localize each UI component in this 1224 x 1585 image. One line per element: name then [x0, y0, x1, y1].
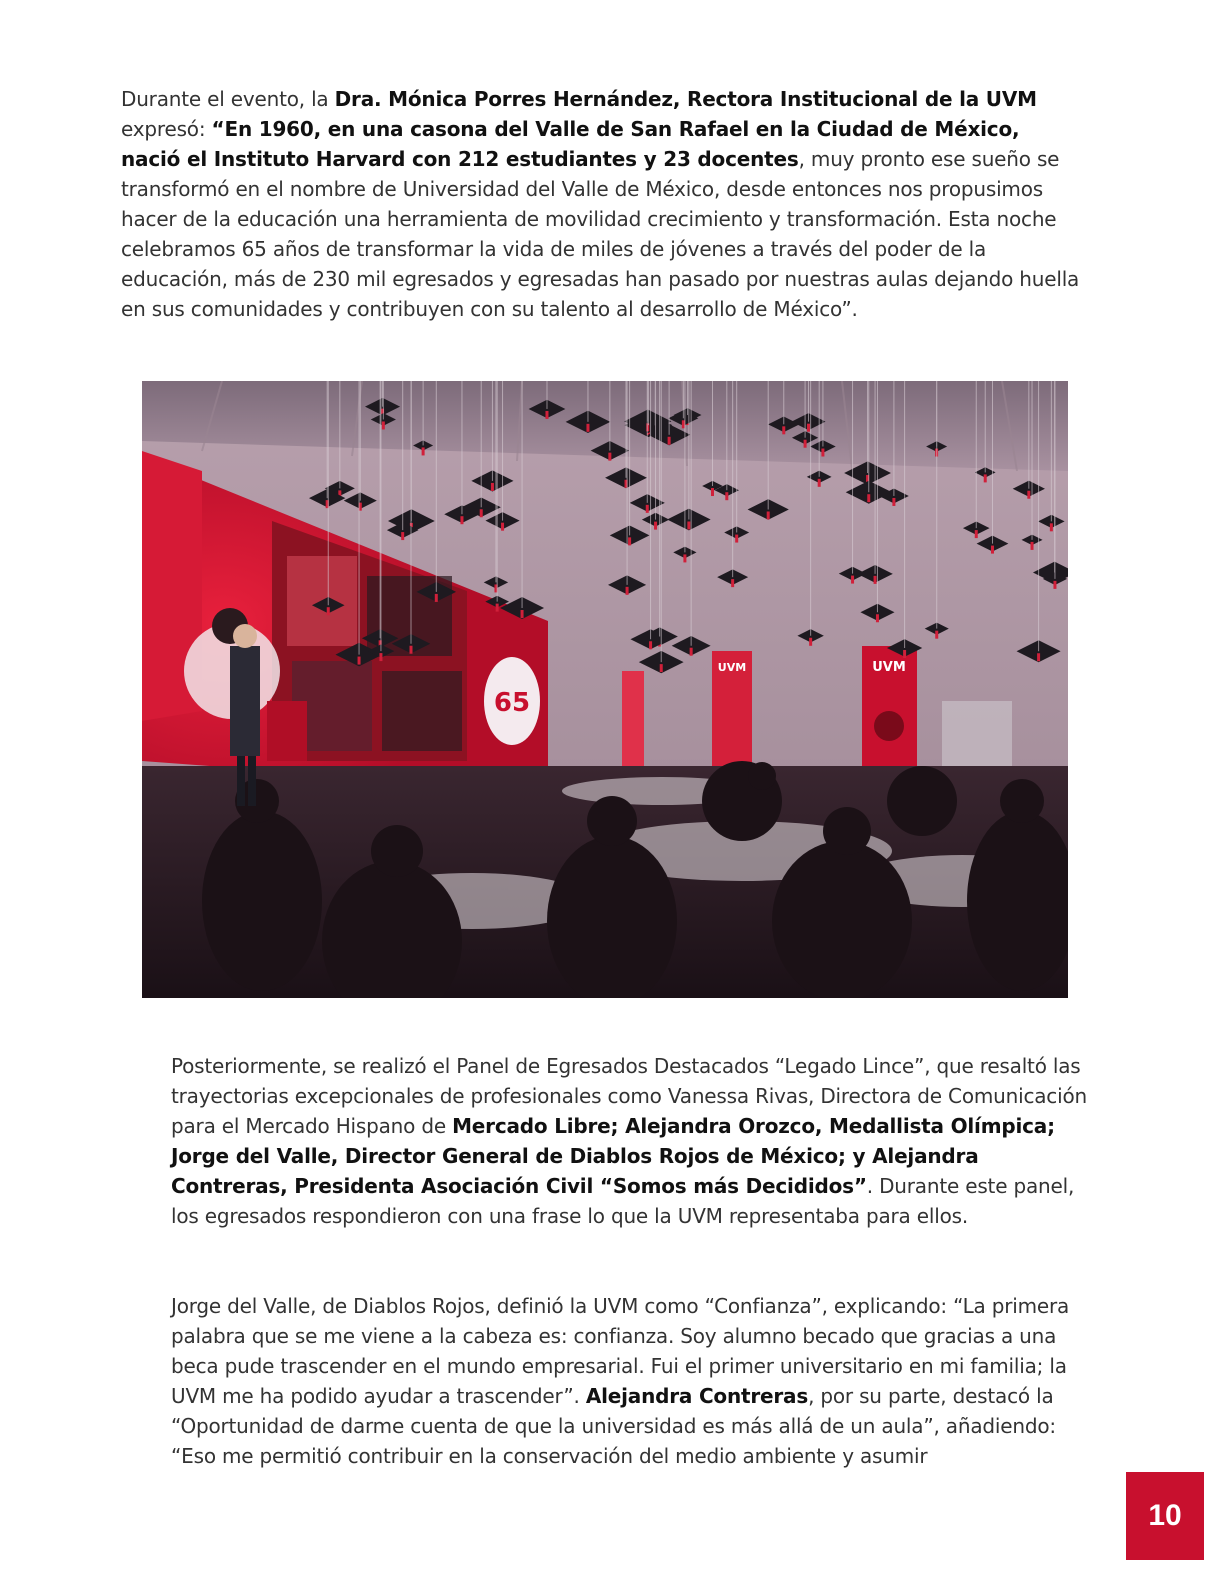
- cap-tassel: [690, 648, 693, 656]
- cap-tassel: [1027, 491, 1030, 499]
- cap-tassel: [782, 426, 785, 434]
- cap-tassel: [668, 437, 671, 445]
- cap-tassel: [435, 594, 438, 602]
- cap-tassel: [410, 646, 413, 654]
- cap-tassel: [401, 532, 404, 540]
- text-span: Durante el evento, la: [121, 87, 335, 111]
- cap-tassel: [654, 522, 657, 530]
- cap-tassel: [735, 535, 738, 543]
- cap-tassel: [804, 440, 807, 448]
- text-span: . Durante este panel, los egresados respondieron con una frase lo que la UVM representaba para ellos.: [171, 1174, 1075, 1228]
- cap-tassel: [767, 511, 770, 519]
- event-photo: [142, 381, 1068, 998]
- cap-tassel: [876, 614, 879, 622]
- page-number-badge: [1126, 1472, 1204, 1560]
- cap-tassel: [327, 607, 330, 615]
- paragraph-testimonials: [171, 1291, 1091, 1471]
- cap-tassel: [807, 424, 810, 432]
- cap-tassel: [626, 587, 629, 595]
- cap-tassel: [480, 509, 483, 517]
- cap-tassel: [496, 604, 499, 612]
- cap-tassel: [1037, 653, 1040, 661]
- banner-left-text: UVM: [717, 661, 747, 674]
- cap-tassel: [851, 576, 854, 584]
- cap-tassel: [1050, 523, 1053, 531]
- cap-tassel: [809, 638, 812, 646]
- cap-tassel: [683, 554, 686, 562]
- cap-tassel: [382, 421, 385, 429]
- page-number: 10: [1148, 1499, 1182, 1532]
- text-span: expresó:: [121, 117, 212, 141]
- cap-tassel: [818, 479, 821, 487]
- cap-tassel: [711, 488, 714, 496]
- text-span: Posteriormente, se realizó el Panel de Egresados Destacados “Legado Lince”, que resaltó las trayectorias excepcionales de profesionales como Vanessa Rivas, Directora de Comunicación para el Mercado Hispano de: [171, 1054, 1087, 1138]
- bold-span: Dra. Mónica Porres Hernández, Rectora Institucional de la UVM: [334, 87, 1037, 111]
- cap-tassel: [935, 631, 938, 639]
- logo-number: 65: [493, 688, 531, 718]
- cap-tassel: [903, 650, 906, 658]
- cap-tassel: [608, 453, 611, 461]
- cap-tassel: [521, 610, 524, 618]
- cap-tassel: [501, 523, 504, 531]
- bold-span: Mercado Libre; Alejandra Orozco, Medallista Olímpica; Jorge del Valle, Director General de Diablos Rojos de México; y Alejandra Contreras, Presidenta Asociación Civil “Somos más Decididos”: [171, 1114, 1055, 1198]
- bold-quote: “En 1960, en una casona del Valle de San Rafael en la Ciudad de México, nació el Instituto Harvard con 212 estudiantes y 23 docentes: [121, 117, 1020, 171]
- cap-tassel: [586, 424, 589, 432]
- cap-tassel: [984, 474, 987, 482]
- paragraph-intro: [121, 84, 1081, 324]
- cap-tassel: [725, 492, 728, 500]
- cap-tassel: [358, 657, 361, 665]
- cap-tassel: [821, 449, 824, 457]
- cap-tassel: [682, 420, 685, 428]
- paragraph-panel: [171, 1051, 1091, 1231]
- cap-tassel: [379, 653, 382, 661]
- cap-tassel: [892, 498, 895, 506]
- cap-tassel: [545, 411, 548, 419]
- cap-tassel: [649, 641, 652, 649]
- cap-tassel: [975, 530, 978, 538]
- cap-tassel: [491, 483, 494, 491]
- cap-tassel: [874, 576, 877, 584]
- text-span: Jorge del Valle, de Diablos Rojos, definió la UVM como “Confianza”, explicando: “La primera palabra que se me viene a la cabeza es: confianza. Soy alumno becado que gracias a una beca pude trascender en el mundo empresarial. Fui el primer universitario en mi familia; la UVM me ha podido ayudar a trascender”.: [171, 1294, 1070, 1408]
- cap-tassel: [687, 521, 690, 529]
- bold-span: Alejandra Contreras: [585, 1384, 809, 1408]
- cap-tassel: [660, 664, 663, 672]
- cap-tassel: [991, 546, 994, 554]
- text-span: , muy pronto ese sueño se transformó en el nombre de Universidad del Valle de México, desde entonces nos propusimos hacer de la educación una herramienta de movilidad crecimiento y transformación. Esta noche celebramos 65 años de transformar la vida de miles de jóvenes a través del poder de la educación, más de 230 mil egresados y egresadas han pasado por nuestras aulas dejando huella en sus comunidades y contribuyen con su talento al desarrollo de México”.: [121, 147, 1080, 321]
- cap-tassel: [628, 537, 631, 545]
- cap-tassel: [422, 447, 425, 455]
- cap-tassel: [646, 505, 649, 513]
- cap-tassel: [1053, 581, 1056, 589]
- banner-right-text: UVM: [872, 660, 906, 675]
- cap-tassel: [1031, 542, 1034, 550]
- cap-tassel: [731, 579, 734, 587]
- text-span: , por su parte, destacó la “Oportunidad de darme cuenta de que la universidad es más allá de un aula”, añadiendo: “Eso me permitió contribuir en la conservación del medio ambiente y asumir: [171, 1384, 1056, 1468]
- cap-tassel: [460, 516, 463, 524]
- cap-tassel: [867, 494, 870, 502]
